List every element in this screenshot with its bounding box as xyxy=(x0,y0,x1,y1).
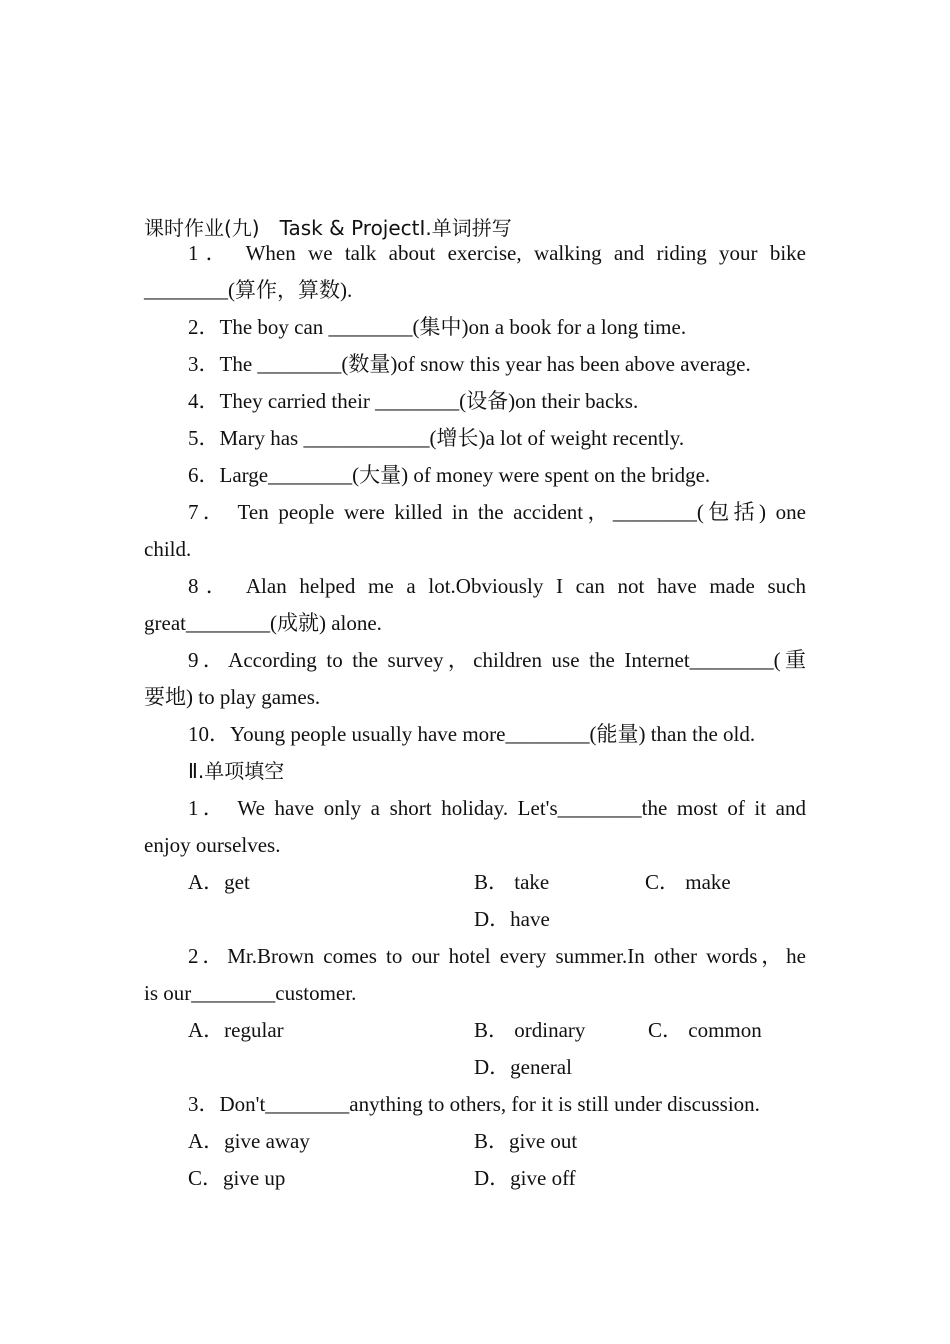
question-text: is our________customer. xyxy=(144,981,357,1005)
question-text: 1． When we talk about exercise, walking and riding your bike xyxy=(188,241,806,265)
question-text: great________(成就) alone. xyxy=(144,611,382,635)
option-b: B．give out xyxy=(474,1129,578,1153)
option-d: D．give off xyxy=(474,1166,576,1190)
question-text: 6．Large________(大量) of money were spent on the bridge. xyxy=(188,463,711,487)
page-title: 课时作业(九) Task & Project xyxy=(144,216,420,240)
question-text: enjoy ourselves. xyxy=(144,833,281,857)
option-b: B． ordinary xyxy=(474,1018,586,1042)
question-text: 2．The boy can ________(集中)on a book for a long time. xyxy=(188,315,687,339)
option-a: A．give away xyxy=(188,1129,310,1153)
option-c: C． make xyxy=(645,870,731,894)
question-text: 4．They carried their ________(设备)on their backs. xyxy=(188,389,639,413)
option-c: C． common xyxy=(648,1018,762,1042)
question-text: child. xyxy=(144,537,192,561)
option-a: A．regular xyxy=(188,1018,284,1042)
question-text: 9．According to the survey，children use the Internet________(重 xyxy=(188,648,806,672)
section-heading-multiple-choice: Ⅱ.单项填空 xyxy=(188,759,285,783)
question-text: 10．Young people usually have more________(能量) than the old. xyxy=(188,722,756,746)
question-text: ________(算作，算数). xyxy=(144,278,353,302)
option-c: C．give up xyxy=(188,1166,286,1190)
question-text: 7． Ten people were killed in the accident，________(包括) one xyxy=(188,500,806,524)
question-text: 2．Mr.Brown comes to our hotel every summer.In other words，he xyxy=(188,944,806,968)
question-text: 1． We have only a short holiday. Let's________the most of it and xyxy=(188,796,806,820)
option-a: A．get xyxy=(188,870,250,894)
question-text: 要地) to play games. xyxy=(144,685,321,709)
section-heading-spelling: Ⅰ.单词拼写 xyxy=(419,216,512,240)
question-text: 8． Alan helped me a lot.Obviously I can not have made such xyxy=(188,574,806,598)
question-text: 5．Mary has ____________(增长)a lot of weight recently. xyxy=(188,426,685,450)
question-text: 3．Don't________anything to others, for it is still under discussion. xyxy=(188,1092,760,1116)
question-text: 3．The ________(数量)of snow this year has been above average. xyxy=(188,352,751,376)
option-d: D．general xyxy=(474,1055,572,1079)
option-b: B． take xyxy=(474,870,550,894)
option-d: D．have xyxy=(474,907,550,931)
